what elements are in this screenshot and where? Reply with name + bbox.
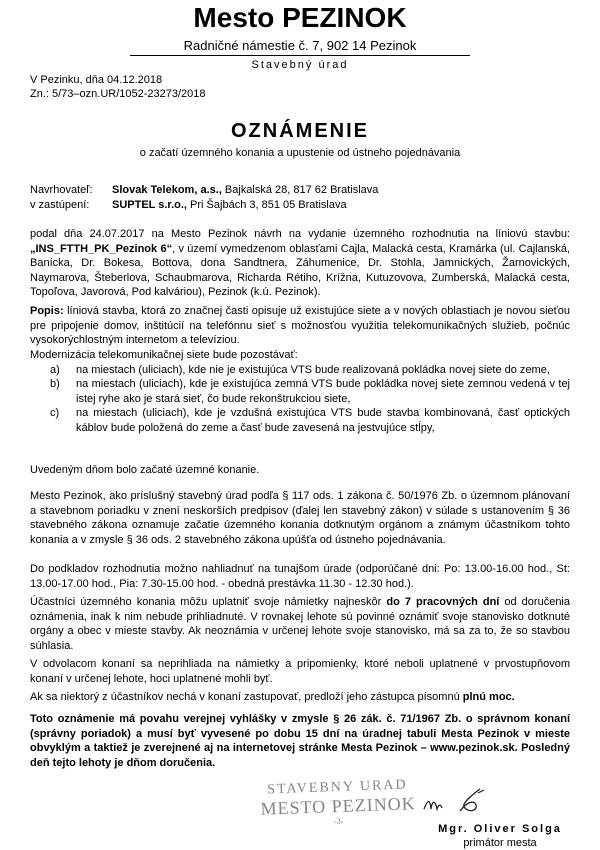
modernization-intro: Modernizácia telekomunikačnej siete bude pozostávať: xyxy=(30,349,298,361)
proxy-name: SUPTEL s.r.o., xyxy=(112,199,187,211)
header-divider xyxy=(130,55,470,56)
list-text: na miestach (uliciach), kde je vzdušná existujúca VTS bude stavba kombinovaná, časť optických káblov bude položená do zeme a časť bude zavesená na jestvujúce stĺpy, xyxy=(76,407,570,434)
list-text: na miestach (uliciach), kde nie je existujúca VTS bude realizovaná pokládka novej siete do zeme, xyxy=(76,363,550,376)
description-text: líniová stavba, ktorá zo značnej časti opisuje už existujúce siete a v nových oblastiach je novou sieťou pre pripojenie domov, inštitúcií na telefónnu sieť s možnosťou využitia telekomunikačných služieb, počnúc vysokorýchlostným internetom a televíziou. xyxy=(30,305,570,346)
list-item xyxy=(30,363,570,378)
list-text: na miestach (uliciach), kde je existujúca zemná VTS bude pokládka novej siete zemnou vedená v tej istej ryhe ako je stará sieť, čo bude rekonštrukciou siete, xyxy=(76,378,570,405)
list-marker: c) xyxy=(50,407,60,419)
authority-paragraph: Mesto Pezinok, ako príslušný stavebný úrad podľa § 117 ods. 1 zákona č. 50/1976 Zb. o územnom plánovaní a stavebnom poriadku v znení neskorších predpisov (ďalej len stavebný zákon) v súlade s ustanovením § 36 stavebného zákona oznamuje začatie územného konania dotknutým orgánom a známym účastníkom tohto konania a v zmysle § 36 ods. 2 stavebného zákona upúšťa od ústneho pojednávania. xyxy=(30,490,570,546)
objections-text: Účastníci územného konania môžu uplatniť svoje námietky najneskôr xyxy=(30,596,387,608)
signer-block xyxy=(400,822,600,850)
objections-text-rest: od doručenia oznámenia, inak k nim nebude prihliadnuté. V rovnakej lehote sú povinné oznámiť svoje stanovisko dotknuté orgány a obec v mieste stavby. Ak neoznámia v určenej lehote svoje stanovisko, má sa za to, že so stavbou súhlasia. xyxy=(30,596,570,652)
list-item xyxy=(30,406,570,435)
documents-paragraph: Do podkladov rozhodnutia možno nahliadnuť na tunajšom úrade (odporúčané dni: Po: 13.00-16.00 hod., St: 13.00-17.00 hod., Pia: 7.30-15.00 hod. - obedná prestávka 11.30 - 12.30 hod.). xyxy=(30,563,570,590)
intro-paragraph xyxy=(30,227,570,300)
list-marker: a) xyxy=(50,363,60,376)
office-stamp xyxy=(257,777,419,829)
stamp-line-1: STAVEBNY URAD xyxy=(267,777,408,798)
stamp-line-2: MESTO PEZINOK xyxy=(260,793,416,819)
signer-name: Mgr. Oliver Solga xyxy=(438,823,562,835)
proxy-text: Ak sa niektorý z účastníkov nechá v konaní zastupovať, predloží jeho zástupca písomnú xyxy=(30,691,463,703)
proxy-line xyxy=(30,198,347,212)
city-title: Mesto PEZINOK xyxy=(193,2,407,33)
stamp-line-3: -3- xyxy=(333,816,344,827)
notice-subtitle: o začatí územného konania a upustenie od ústneho pojednávania xyxy=(139,147,461,159)
objections-paragraph xyxy=(30,595,570,653)
objections-deadline: do 7 pracovných dní xyxy=(386,596,500,608)
applicant-address: Bajkalská 28, 817 62 Bratislava xyxy=(221,184,379,196)
office-name: Stavebný úrad xyxy=(251,59,349,71)
intro-area: , v území vymedzenom oblasťami Cajla, Malacká cesta, Kramárka (ul. Cajlanská, Banícka, Dr. Bokesa, Bottova, dona Sandtnera, Záhumenice, Dr. Stohla, Jamnických, Žarnovických, Naymarova, Šteberlova, Schaubmarova, Richarda Rétiho, Krížna, Kutuzovova, Zumberská, Malacká cesta, Topoľova, Javorová, Pod kalváriou), Pezinok (k.ú. Pezinok). xyxy=(30,242,570,298)
proxy-power-of-attorney: plnú moc. xyxy=(462,691,515,703)
applicant-label: Navrhovateľ: xyxy=(30,184,93,196)
reference-number: Zn.: 5/73–ozn.UR/1052-23273/2018 xyxy=(30,88,206,100)
description-label: Popis: xyxy=(30,305,64,317)
proxy-address: Pri Šajbách 3, 851 05 Bratislava xyxy=(187,199,347,211)
notice-heading: OZNÁMENIE xyxy=(231,120,369,142)
project-name: „INS_FTTH_PK_Pezinok 6“ xyxy=(30,242,173,255)
applicant-name: Slovak Telekom, a.s., xyxy=(112,184,222,196)
city-address: Radničné námestie č. 7, 902 14 Pezinok xyxy=(183,38,417,53)
signer-role: primátor mesta xyxy=(463,837,537,849)
description-paragraph xyxy=(30,304,570,348)
handwritten-signature xyxy=(420,785,510,815)
list-marker: b) xyxy=(50,378,60,390)
applicant-line xyxy=(30,183,378,197)
started-paragraph: Uvedeným dňom bolo začaté územné konanie. xyxy=(30,464,260,476)
proxy-label: v zastúpení: xyxy=(30,199,90,211)
appeal-paragraph: V odvolacom konaní sa neprihliada na námietky a pripomienky, ktoré neboli uplatnené v prvostupňovom konaní v určenej lehote, hoci uplatnené mohli byť. xyxy=(30,658,570,685)
public-notice-paragraph: Toto oznámenie má povahu verejnej vyhlášky v zmysle § 26 zák. č. 71/1967 Zb. o správnom konaní (správny poriadok) a musí byť vyvesené po dobu 15 dní na úradnej tabuli Mesta Pezinok v mieste obvyklým a taktiež je zverejnené aj na internetovej stránke Mesta Pezinok – www.pezinok.sk. Posledný deň tejto lehoty je dňom doručenia. xyxy=(30,713,570,769)
intro-text: podal dňa 24.07.2017 na Mesto Pezinok návrh na vydanie územného rozhodnutia na líniovú stavbu: xyxy=(30,228,570,240)
list-item xyxy=(30,377,570,406)
place-date: V Pezinku, dňa 04.12.2018 xyxy=(30,74,163,86)
modernization-block xyxy=(30,348,570,435)
proxy-paragraph xyxy=(30,690,570,705)
